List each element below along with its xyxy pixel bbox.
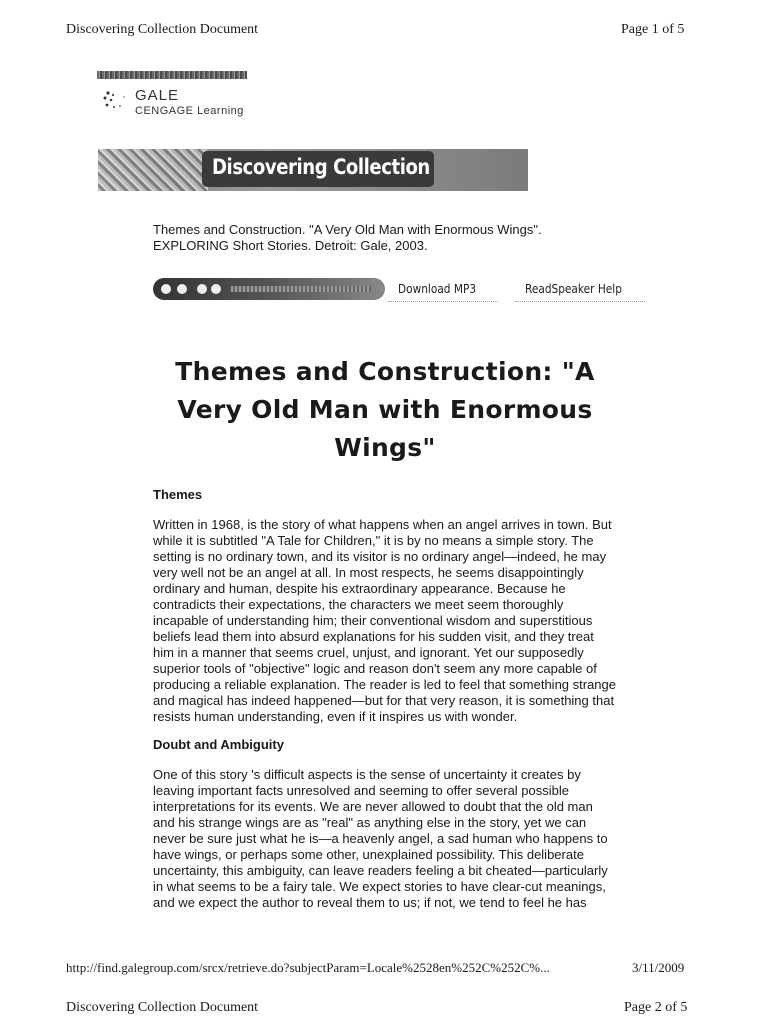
section-heading-doubt: Doubt and Ambiguity [153, 737, 284, 752]
cengage-wordmark: CENGAGE Learning [135, 105, 244, 117]
stop-icon[interactable] [197, 284, 207, 294]
play-icon[interactable] [161, 284, 171, 294]
body-line: superior tools of "objective" logic and reason don't seem any more capable of [153, 661, 597, 676]
page-header-title: Discovering Collection Document [66, 22, 259, 37]
link-underline [515, 301, 645, 302]
download-mp3-link[interactable]: Download MP3 [398, 282, 477, 296]
body-line: Written in 1968, is the story of what happens when an angel arrives in town. But [153, 517, 612, 532]
body-line: in what seems to be a fairy tale. We expect stories to have clear-cut meanings, [153, 879, 606, 894]
body-line: setting is no ordinary town, and its visitor is no ordinary angel—indeed, he may [153, 549, 607, 564]
body-line: and we expect the author to reveal them to us; if not, we tend to feel he has [153, 895, 587, 910]
body-line: ordinary and human, despite his extraordinary appearance. Because he [153, 581, 566, 596]
body-line: him in a manner that seems cruel, unjust, and ignorant. Yet our supposedly [153, 645, 584, 660]
next-page-header-title: Discovering Collection Document [66, 1000, 259, 1015]
citation-line: Themes and Construction. "A Very Old Man with Enormous Wings". [153, 222, 542, 237]
citation-line: EXPLORING Short Stories. Detroit: Gale, 2003. [153, 238, 428, 253]
body-line: while it is subtitled "A Tale for Children," it is by no means a simple story. The [153, 533, 594, 548]
section-body-doubt [153, 767, 663, 911]
body-line: uncertainty, this ambiguity, can leave readers feeling a bit cheated—particularly [153, 863, 608, 878]
body-line: incapable of understanding him; their conventional wisdom and superstitious [153, 613, 593, 628]
title-line: Very Old Man with Enormous [177, 395, 593, 424]
title-line: Themes and Construction: "A [175, 357, 595, 386]
body-line: have wings, or perhaps some other, unexplained possibility. This deliberate [153, 847, 584, 862]
body-line: One of this story 's difficult aspects is the sense of uncertainty it creates by [153, 767, 581, 782]
body-line: never be sure just what he is—a heavenly angel, a sad human who happens to [153, 831, 608, 846]
gale-wordmark: GALE [135, 87, 180, 104]
gale-logo-icon [100, 88, 130, 116]
banner-title: Discovering Collection [212, 155, 430, 179]
section-body-themes [153, 517, 663, 725]
body-line: leaving important facts unresolved and seeming to offer several possible [153, 783, 569, 798]
audio-progress-track[interactable] [231, 286, 371, 292]
article-title [150, 353, 620, 467]
body-line: and his strange wings are as "real" as anything else in the story, yet we can [153, 815, 587, 830]
volume-icon[interactable] [211, 284, 221, 294]
print-date: 3/11/2009 [632, 960, 685, 975]
banner-photo [98, 149, 208, 191]
citation [153, 222, 613, 254]
body-line: resists human understanding, even if it inspires us with wonder. [153, 709, 518, 724]
link-underline [388, 301, 498, 302]
next-page-number: Page 2 of 5 [624, 1000, 688, 1015]
body-line: beliefs lead them into absurd explanations for his sudden visit, and they treat [153, 629, 594, 644]
body-line: contradicts their expectations, the characters we meet seem thoroughly [153, 597, 564, 612]
title-line: Wings" [334, 433, 436, 462]
body-line: and magical has indeed happened—but for that very reason, it is something that [153, 693, 615, 708]
page-number: Page 1 of 5 [621, 22, 685, 37]
audio-player[interactable] [153, 278, 385, 300]
body-line: interpretations for its events. We are never allowed to doubt that the old man [153, 799, 593, 814]
body-line: producing a reliable explanation. The reader is led to feel that something strange [153, 677, 616, 692]
source-url: http://find.galegroup.com/srcx/retrieve.do?subjectParam=Locale%2528en%252C%252C%... [66, 960, 550, 975]
body-line: very well not be an angel at all. In most respects, he seems disappointingly [153, 565, 584, 580]
logo-rule [97, 71, 247, 79]
readspeaker-help-link[interactable]: ReadSpeaker Help [525, 282, 622, 296]
section-heading-themes: Themes [153, 487, 203, 502]
pause-icon[interactable] [177, 284, 187, 294]
